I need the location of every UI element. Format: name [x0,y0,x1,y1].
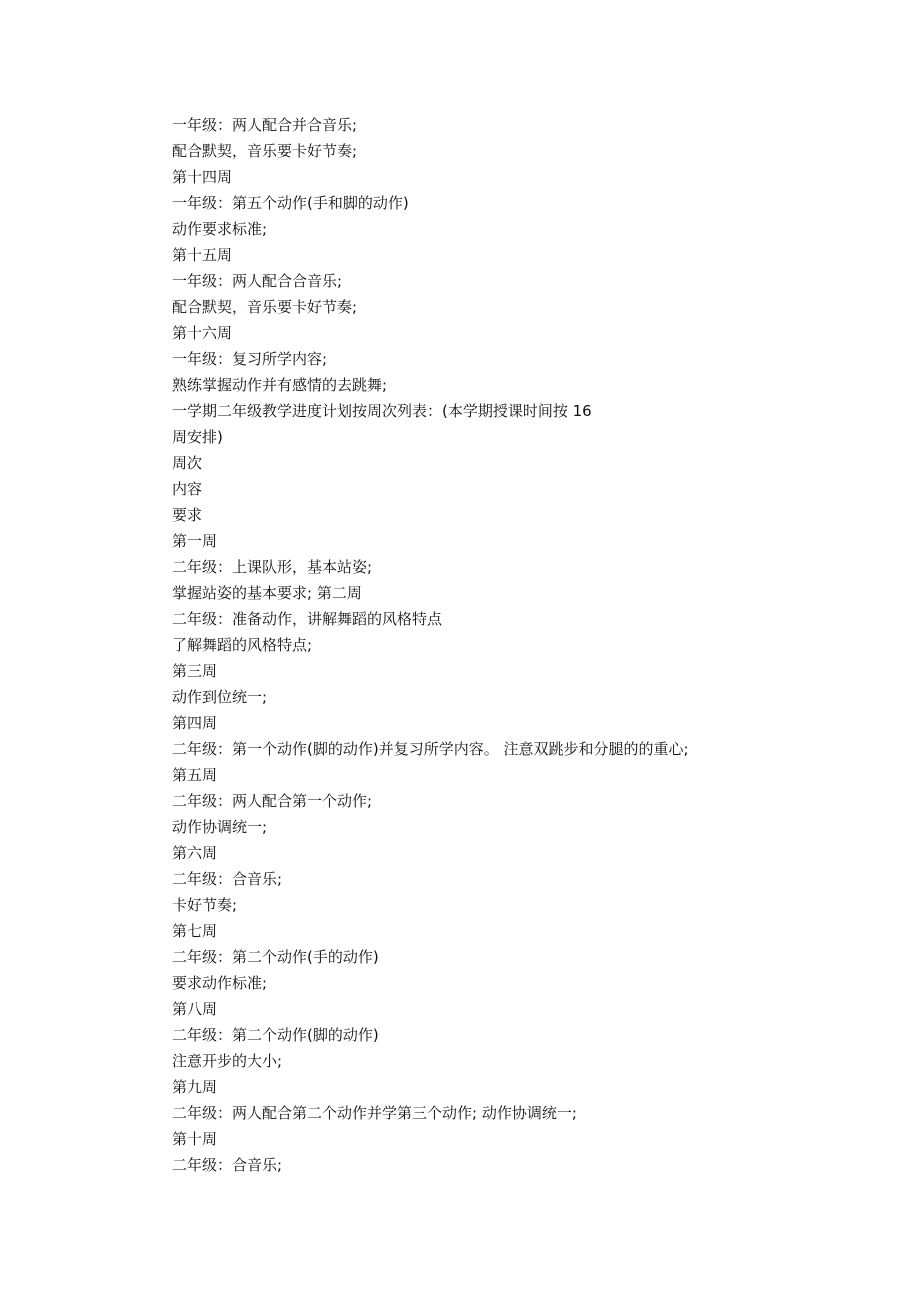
text-line: 要求动作标准; [172,974,268,992]
text-line: 了解舞蹈的风格特点; [172,636,313,654]
text-line: 动作要求标准; [172,220,268,238]
section-intro: 周安排) [172,428,223,446]
week-heading: 第一周 [172,532,218,550]
section-intro: 一学期二年级教学进度计划按周次列表：(本学期授课时间按 16 [172,402,592,420]
text-line: 二年级：第二个动作(脚的动作) [172,1026,379,1044]
text-line: 动作到位统一; [172,688,268,706]
text-line: 二年级：第一个动作(脚的动作)并复习所学内容。 注意双跳步和分腿的的重心; [172,740,689,758]
week-heading: 第八周 [172,1000,218,1018]
week-heading: 第四周 [172,714,218,732]
text-line: 注意开步的大小; [172,1052,283,1070]
text-line: 一年级：第五个动作(手和脚的动作) [172,194,409,212]
text-line: 配合默契，音乐要卡好节奏; [172,298,358,316]
week-heading: 第三周 [172,662,218,680]
week-heading: 第十五周 [172,246,233,264]
text-line: 一年级：两人配合合音乐; [172,272,343,290]
text-line: 二年级：合音乐; [172,1156,283,1174]
week-heading: 第六周 [172,844,218,862]
text-line: 一年级：复习所学内容; [172,350,328,368]
text-line: 二年级：两人配合第一个动作; [172,792,373,810]
week-heading: 第九周 [172,1078,218,1096]
week-heading: 第十周 [172,1130,218,1148]
text-line: 二年级：上课队形，基本站姿; [172,558,373,576]
text-line: 二年级：合音乐; [172,870,283,888]
document-body [172,112,772,1178]
text-line: 二年级：第二个动作(手的动作) [172,948,379,966]
text-line: 配合默契，音乐要卡好节奏; [172,142,358,160]
text-line: 熟练掌握动作并有感情的去跳舞; [172,376,388,394]
text-line: 卡好节奏; [172,896,238,914]
column-header-content: 内容 [172,480,203,498]
text-line: 一年级：两人配合并合音乐; [172,116,358,134]
week-heading: 第十六周 [172,324,233,342]
text-line: 动作协调统一; [172,818,268,836]
week-heading: 第十四周 [172,168,233,186]
text-line: 二年级：两人配合第二个动作并学第三个动作; 动作协调统一; [172,1104,577,1122]
column-header-requirement: 要求 [172,506,203,524]
text-line: 二年级：准备动作，讲解舞蹈的风格特点 [172,610,443,628]
column-header-week: 周次 [172,454,203,472]
week-heading: 第七周 [172,922,218,940]
week-heading: 第五周 [172,766,218,784]
text-line: 掌握站姿的基本要求; 第二周 [172,584,362,602]
